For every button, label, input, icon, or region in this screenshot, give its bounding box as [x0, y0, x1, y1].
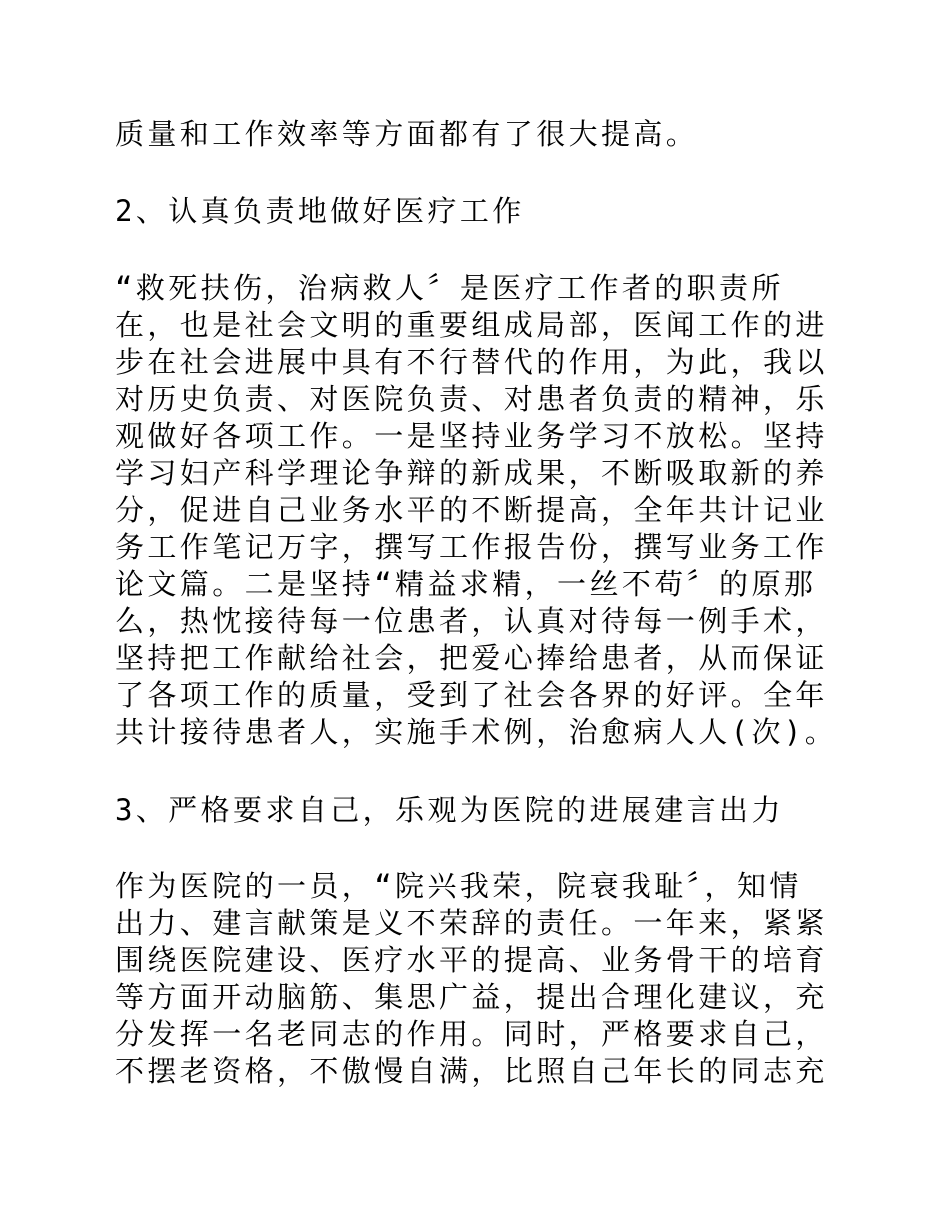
paragraph-line: 论文篇。二是坚持“精益求精，一丝不苟〞的原那: [115, 567, 817, 601]
paragraph-line: 务工作笔记万字，撰写工作报告份，撰写业务工作: [115, 530, 828, 564]
paragraph-line: 么，热忱接待每一位患者，认真对待每一例手术，: [115, 604, 828, 638]
paragraph-line: 步在社会进展中具有不行替代的作用，为此，我以: [115, 345, 828, 379]
paragraph-line: “救死扶伤，治病救人〞是医疗工作者的职责所: [115, 271, 784, 305]
paragraph-line: 坚持把工作献给社会，把爱心捧给患者，从而保证: [115, 641, 828, 675]
section-heading: 2、认真负责地做好医疗工作: [115, 194, 525, 228]
paragraph-line: 分发挥一名老同志的作用。同时，严格要求自己，: [115, 1017, 828, 1051]
paragraph-line: 在，也是社会文明的重要组成局部，医闻工作的进: [115, 308, 828, 342]
paragraph-line: 出力、建言献策是义不荣辞的责任。一年来，紧紧: [115, 906, 828, 940]
paragraph-line: 围绕医院建设、医疗水平的提高、业务骨干的培育: [115, 943, 828, 977]
paragraph-line: 观做好各项工作。一是坚持业务学习不放松。坚持: [115, 419, 828, 453]
paragraph-line: 分，促进自己业务水平的不断提高，全年共计记业: [115, 493, 828, 527]
paragraph-line: 共计接待患者人，实施手术例，治愈病人人(次)。: [115, 715, 838, 749]
paragraph-line: 作为医院的一员，“院兴我荣，院衰我耻〞，知情: [115, 869, 802, 903]
paragraph-line: 等方面开动脑筋、集思广益，提出合理化建议，充: [115, 980, 828, 1014]
paragraph-line: 学习妇产科学理论争辩的新成果，不断吸取新的养: [115, 456, 828, 490]
paragraph-line: 了各项工作的质量，受到了社会各界的好评。全年: [115, 678, 828, 712]
paragraph-line: 质量和工作效率等方面都有了很大提高。: [115, 117, 699, 151]
section-heading: 3、严格要求自己，乐观为医院的进展建言出力: [115, 793, 784, 827]
paragraph-line: 不摆老资格，不傲慢自满，比照自己年长的同志充: [115, 1054, 828, 1088]
paragraph-line: 对历史负责、对医院负责、对患者负责的精神，乐: [115, 382, 828, 416]
